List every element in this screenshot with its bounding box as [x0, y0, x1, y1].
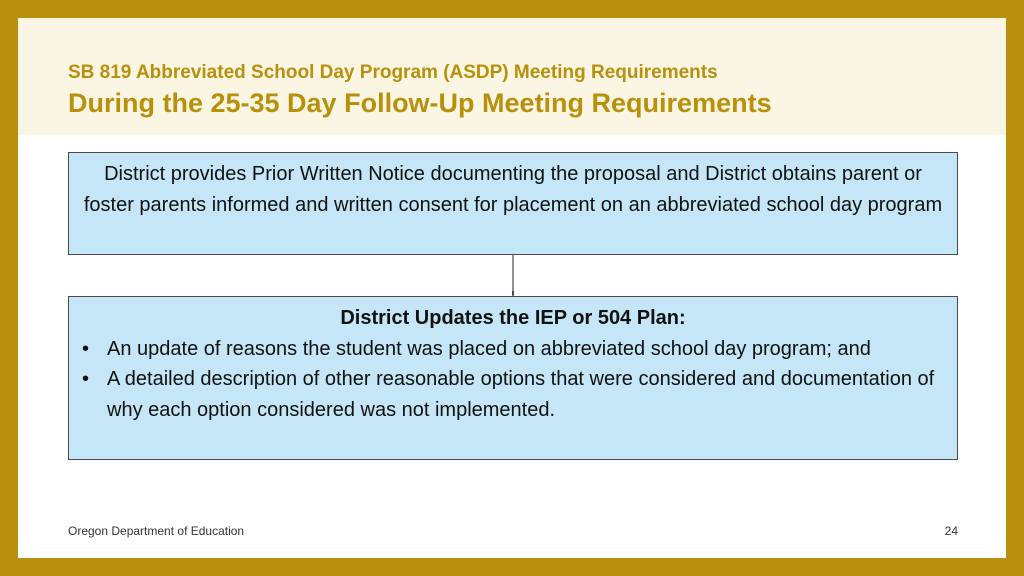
- flow-step-2-bullet-list: [79, 334, 947, 426]
- bullet-text: A detailed description of other reasonable options that were considered and documentation of why each option considered was not implemented.: [107, 368, 935, 421]
- bullet-marker: •: [82, 368, 90, 390]
- slide-subtitle: SB 819 Abbreviated School Day Program (ASDP) Meeting Requirements: [68, 62, 718, 83]
- slide: [18, 18, 1006, 558]
- flow-step-2-heading: District Updates the IEP or 504 Plan:: [340, 307, 686, 329]
- list-item: [79, 334, 947, 365]
- bullet-text: An update of reasons the student was placed on abbreviated school day program; and: [107, 337, 871, 360]
- flow-step-2-box: [68, 296, 958, 460]
- list-item: [79, 364, 947, 425]
- flow-step-1-text: District provides Prior Written Notice documenting the proposal and District obtains parent or foster parents informed and written consent for placement on an abbreviated school day program: [83, 163, 943, 216]
- page-number: 24: [944, 524, 958, 538]
- bullet-marker: •: [82, 337, 90, 360]
- header-band: [18, 18, 1006, 135]
- slide-title: During the 25-35 Day Follow-Up Meeting Requirements: [68, 88, 772, 118]
- footer-organization: Oregon Department of Education: [68, 524, 245, 538]
- flow-step-1-box: [68, 152, 958, 255]
- flow-connector-arrow: [512, 255, 514, 297]
